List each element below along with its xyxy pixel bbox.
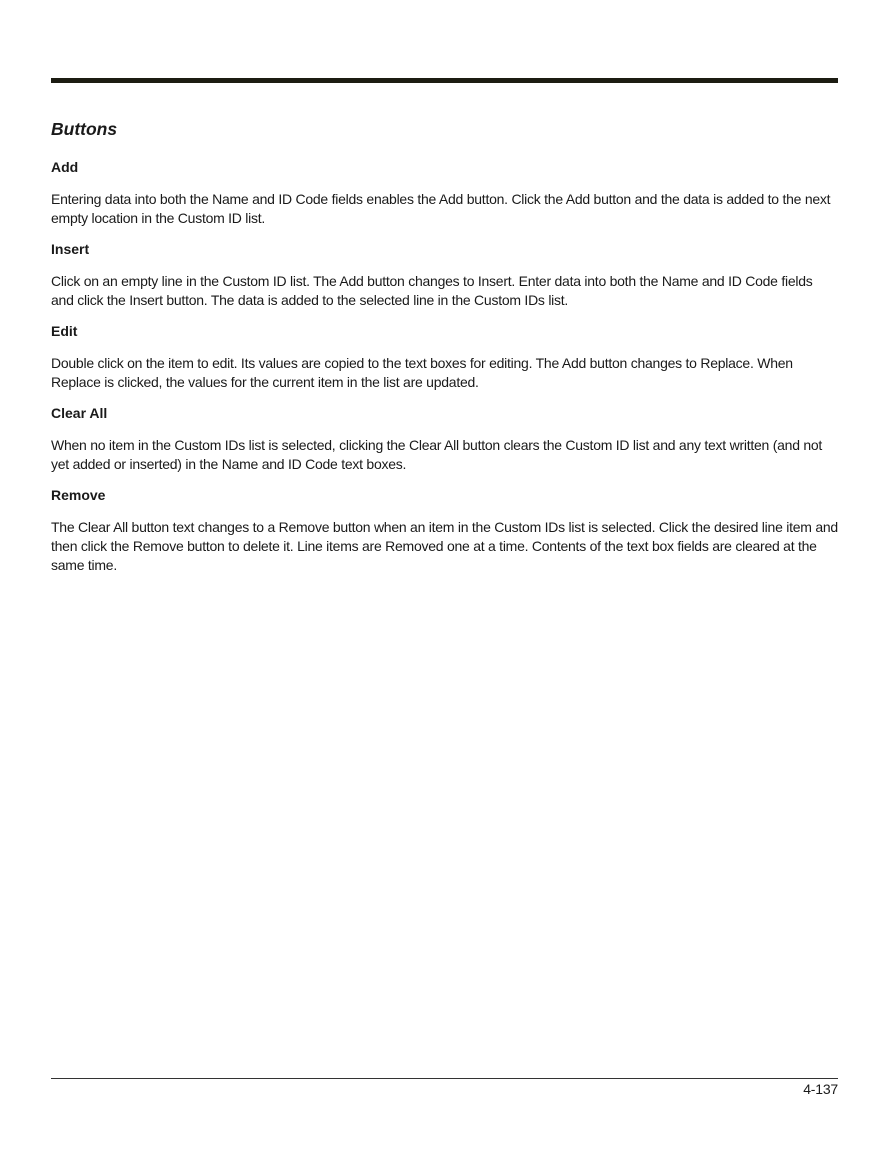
section-edit [51,322,838,392]
section-insert [51,240,838,310]
section-add [51,158,838,228]
footer-rule [51,1078,838,1079]
subheading-insert: Insert [51,241,90,257]
section-clear-all [51,404,838,474]
subheading-clear-all: Clear All [51,405,108,421]
paragraph-add: Entering data into both the Name and ID Code fields enables the Add button. Click the Add button and the data is added to the next empty location in the Custom ID list. [51,191,831,226]
section-heading: Buttons [51,119,118,139]
header-rule [51,78,838,83]
section-remove [51,486,838,575]
page-content [51,117,838,575]
subheading-remove: Remove [51,487,106,503]
paragraph-remove: The Clear All button text changes to a Remove button when an item in the Custom IDs list is selected. Click the desired line item and then click the Remove button to delete it. Line items are Removed one at a time. Contents of the text box fields are cleared at the same time. [51,519,838,573]
page-number: 4-137 [803,1081,838,1097]
paragraph-edit: Double click on the item to edit. Its values are copied to the text boxes for editing. The Add button changes to Replace. When Replace is clicked, the values for the current item in the list are updated. [51,355,793,390]
subheading-add: Add [51,159,79,175]
subheading-edit: Edit [51,323,78,339]
paragraph-insert: Click on an empty line in the Custom ID list. The Add button changes to Insert. Enter data into both the Name and ID Code fields and click the Insert button. The data is added to the selected line in the Custom IDs list. [51,273,813,308]
paragraph-clear-all: When no item in the Custom IDs list is selected, clicking the Clear All button clears the Custom ID list and any text written (and not yet added or inserted) in the Name and ID Code text boxes. [51,437,823,472]
